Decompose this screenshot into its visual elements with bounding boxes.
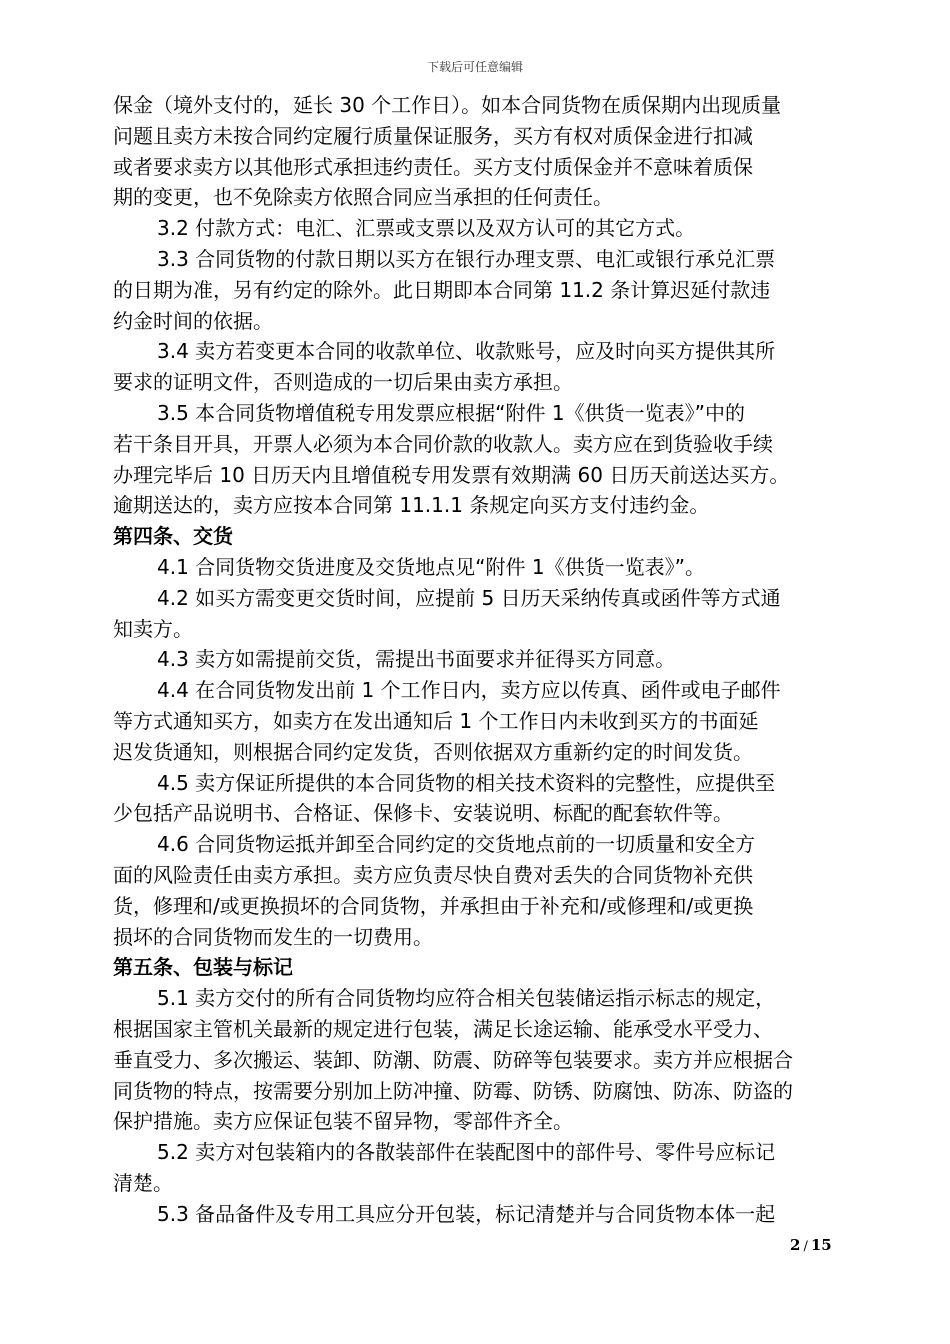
text-line: 4.4 在合同货物发出前 1 个工作日内，卖方应以传真、函件或电子邮件: [157, 678, 781, 703]
page-header: 下载后可任意编辑: [426, 60, 523, 74]
page-number: [790, 1236, 832, 1254]
text-line: 3.2 付款方式：电汇、汇票或支票以及双方认可的其它方式。: [157, 216, 696, 241]
section-heading: 第四条、交货: [113, 524, 233, 549]
text-line: 5.3 备品备件及专用工具应分开包装，标记清楚并与合同货物本体一起: [157, 1201, 776, 1226]
text-line: 的日期为准，另有约定的除外。此日期即本合同第 11.2 条计算迟延付款违: [113, 277, 771, 302]
text-line: 4.2 如买方需变更交货时间，应提前 5 日历天采纳传真或函件等方式通: [157, 585, 781, 610]
text-line: 少包括产品说明书、合格证、保修卡、安装说明、标配的配套软件等。: [113, 801, 733, 826]
text-line: 或者要求卖方以其他形式承担违约责任。买方支付质保金并不意味着质保: [113, 154, 753, 179]
text-line: 3.5 本合同货物增值税专用发票应根据“附件 1《供货一览表》”中的: [157, 400, 745, 425]
text-line: 货，修理和/或更换损坏的合同货物，并承担由于补充和/或修理和/或更换: [113, 893, 754, 918]
text-line: 面的风险责任由卖方承担。卖方应负责尽快自费对丢失的合同货物补充供: [113, 862, 753, 887]
text-line: 4.3 卖方如需提前交货，需提出书面要求并征得买方同意。: [157, 647, 676, 672]
text-line: 约金时间的依据。: [113, 308, 273, 333]
text-line: 等方式通知买方，如卖方在发出通知后 1 个工作日内未收到买方的书面延: [113, 708, 759, 733]
text-line: 4.1 合同货物交货进度及交货地点见“附件 1《供货一览表》”。: [157, 554, 705, 579]
text-line: 问题且卖方未按合同约定履行质量保证服务，买方有权对质保金进行扣减: [113, 123, 753, 148]
text-line: 4.5 卖方保证所提供的本合同货物的相关技术资料的完整性，应提供至: [157, 770, 776, 795]
text-line: 4.6 合同货物运抵并卸至合同约定的交货地点前的一切质量和安全方: [157, 832, 756, 857]
text-line: 垂直受力、多次搬运、装卸、防潮、防震、防碎等包装要求。卖方并应根据合: [113, 1047, 793, 1072]
text-line: 5.2 卖方对包装箱内的各散装部件在装配图中的部件号、零件号应标记: [157, 1140, 776, 1165]
section-heading: 第五条、包装与标记: [113, 955, 293, 980]
document-body: [113, 90, 843, 1229]
page-separator: /: [803, 1239, 808, 1254]
text-line: 知卖方。: [113, 616, 193, 641]
text-line: 办理完毕后 10 日历天内且增值税专用发票有效期满 60 日历天前送达买方。: [113, 462, 790, 487]
text-line: 期的变更，也不免除卖方依照合同应当承担的任何责任。: [113, 185, 613, 210]
text-line: 3.3 合同货物的付款日期以买方在银行办理支票、电汇或银行承兑汇票: [157, 246, 776, 271]
text-line: 根据国家主管机关最新的规定进行包装，满足长途运输、能承受水平受力、: [113, 1016, 773, 1041]
current-page: 2: [790, 1236, 801, 1254]
text-line: 5.1 卖方交付的所有合同货物均应符合相关包装储运指示标志的规定，: [157, 986, 776, 1011]
text-line: 损坏的合同货物而发生的一切费用。: [113, 924, 433, 949]
text-line: 保护措施。卖方应保证包装不留异物，零部件齐全。: [113, 1109, 573, 1134]
text-line: 3.4 卖方若变更本合同的收款单位、收款账号，应及时向买方提供其所: [157, 339, 776, 364]
text-line: 若干条目开具，开票人必须为本合同价款的收款人。卖方应在到货验收手续: [113, 431, 773, 456]
text-line: 迟发货通知，则根据合同约定发货，否则依据双方重新约定的时间发货。: [113, 739, 753, 764]
text-line: 要求的证明文件，否则造成的一切后果由卖方承担。: [113, 370, 573, 395]
text-line: 清楚。: [113, 1170, 173, 1195]
total-pages: 15: [810, 1236, 832, 1254]
text-line: 逾期送达的，卖方应按本合同第 11.1.1 条规定向买方支付违约金。: [113, 493, 710, 518]
text-line: 保金（境外支付的，延长 30 个工作日）。如本合同货物在质保期内出现质量: [113, 93, 782, 117]
text-line: 同货物的特点，按需要分别加上防冲撞、防霉、防锈、防腐蚀、防冻、防盗的: [113, 1078, 793, 1103]
